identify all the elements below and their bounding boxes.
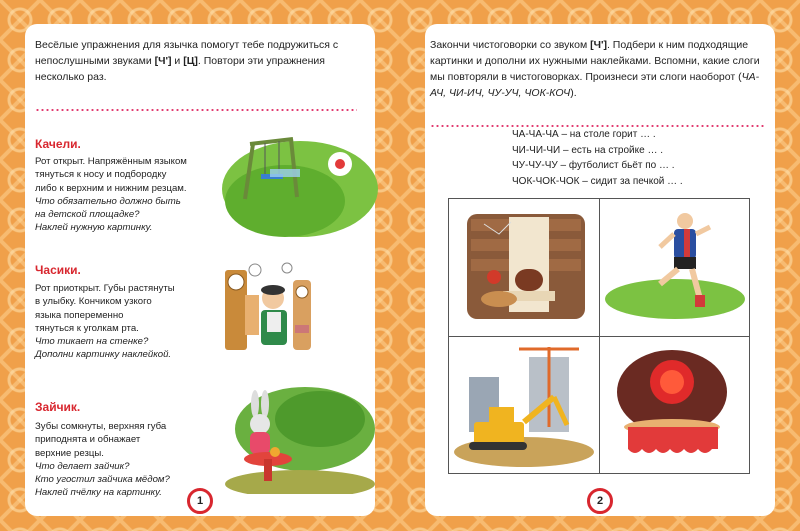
stove-picture[interactable]: [449, 199, 599, 336]
excavator-picture[interactable]: [449, 337, 599, 474]
text-line: либо к верхним и нижним резцам.: [35, 182, 187, 194]
question-line: Кто угостил зайчика мёдом?: [35, 474, 170, 486]
sound-ch: [Ч']: [154, 55, 172, 67]
dotted-divider: [35, 109, 357, 111]
tongue-twister: ЧОК-ЧОК-ЧОК – сидит за печкой … .: [512, 175, 683, 187]
intro-text: Весёлые упражнения для язычка помогут тебе подружиться с непослушными звуками: [35, 39, 339, 67]
intro-text: Закончи чистоговорки со звуком: [430, 39, 591, 51]
bunny-illustration: [220, 384, 375, 494]
text-line: в улыбку. Кончиком узкого: [35, 296, 152, 308]
instruction-line: Наклей нужную картинку.: [35, 222, 153, 234]
instruction-line: Дополни картинку наклейкой.: [35, 349, 172, 361]
section-text-swing: [35, 155, 215, 235]
section-text-clock: [35, 282, 215, 362]
section-title-clock: Часики.: [35, 263, 81, 277]
question-line: на детской площадке?: [35, 209, 140, 221]
tongue-twister: ЧИ-ЧИ-ЧИ – есть на стройке … .: [512, 144, 664, 156]
tongue-twister: ЧА-ЧА-ЧА – на столе горит … .: [512, 129, 656, 140]
page-number: 2: [587, 488, 613, 514]
instruction-line: Наклей пчёлку на картинку.: [35, 487, 162, 499]
footballer-picture[interactable]: [600, 199, 750, 336]
lamp-picture[interactable]: [600, 337, 750, 474]
question-line: Что обязательно должно быть: [35, 195, 181, 207]
sound-ts: [Ц]: [183, 55, 198, 67]
intro-text-mid: . Подбери к ним подходящие картинки и дополни их нужными наклейками. Вспомни, какие слоги мы повторяли в чистоговорках. Произнеси эти слоги наоборот (: [430, 39, 760, 83]
text-line: языка попеременно: [35, 309, 124, 321]
text-line: тянуться к носу и подбородку: [35, 169, 167, 181]
clock-shop-illustration: [215, 250, 325, 360]
reverse-syllables: ЧА-АЧ, ЧИ-ИЧ, ЧУ-УЧ, ЧОК-КОЧ: [430, 71, 760, 99]
right-intro: [430, 37, 765, 101]
picture-grid: [448, 198, 750, 474]
intro-and: и: [171, 55, 184, 67]
section-title-bunny: Зайчик.: [35, 400, 81, 414]
intro-text-end: ).: [570, 87, 577, 99]
section-title-swing: Качели.: [35, 137, 81, 151]
text-line: Зубы сомкнуты, верхняя губа: [35, 421, 167, 432]
text-line: Рот приоткрыт. Губы растянуты: [35, 283, 175, 294]
text-line: Рот открыт. Напряжённым языком: [35, 156, 187, 167]
page-number: 1: [187, 488, 213, 514]
question-line: Что делает зайчик?: [35, 460, 130, 472]
question-line: Что тикает на стенке?: [35, 336, 149, 348]
tongue-twisters-list: [512, 127, 683, 189]
text-line: приподнята и обнажает: [35, 434, 141, 446]
intro-text-end: . Повтори эти упражнения несколько раз.: [35, 55, 325, 83]
right-page: [425, 24, 775, 516]
left-intro: [35, 37, 355, 85]
text-line: тянуться к уголкам рта.: [35, 322, 139, 334]
left-page: [25, 24, 375, 516]
tongue-twister: ЧУ-ЧУ-ЧУ – футболист бьёт по … .: [512, 160, 675, 171]
swing-illustration: [215, 119, 385, 249]
text-line: верхние резцы.: [35, 447, 104, 459]
section-text-bunny: [35, 420, 215, 500]
sound-ch: [Ч']: [590, 39, 607, 51]
